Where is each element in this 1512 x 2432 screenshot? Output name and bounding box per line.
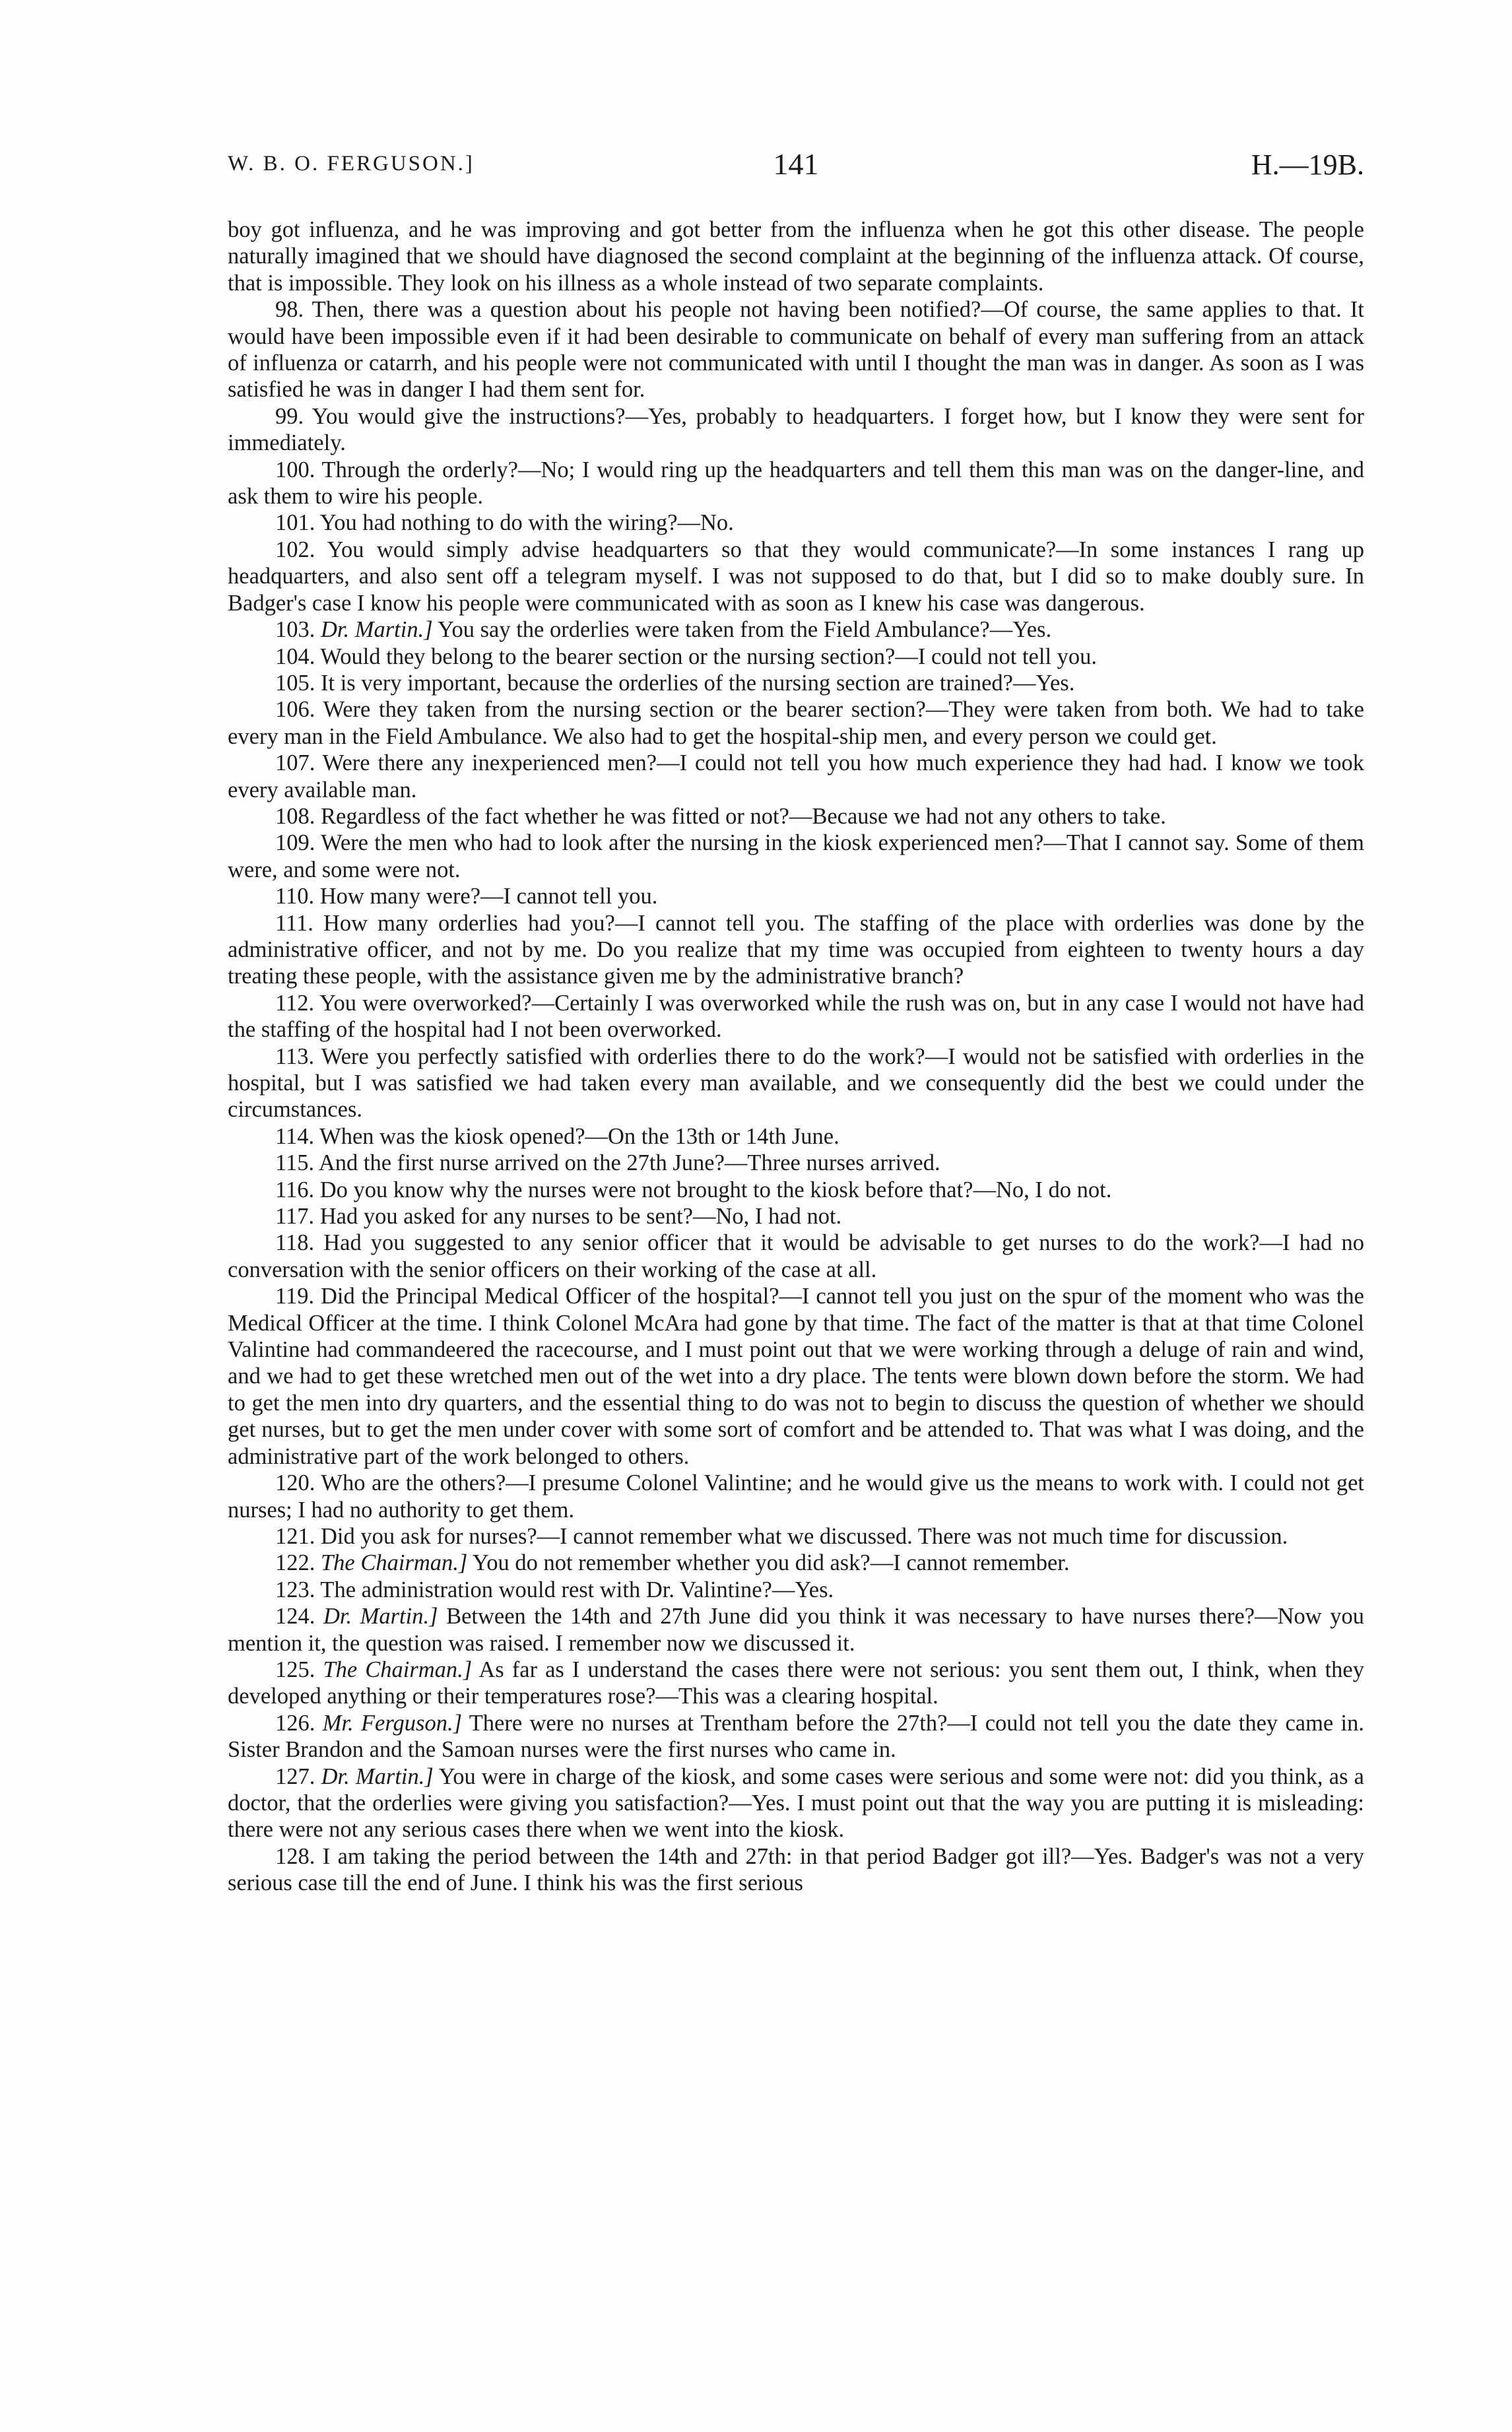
question-number: 100. [275, 457, 315, 482]
paragraph-text: Were they taken from the nursing section or the bearer section?—They were taken from both. We had to take every man in the Field Ambulance. We also had to get the hospital-ship men, and every person we could get. [228, 697, 1364, 749]
testimony-paragraph [228, 537, 1364, 616]
testimony-paragraph [228, 803, 1364, 830]
question-number: 111. [275, 910, 313, 936]
paragraph-text: You say the orderlies were taken from the Field Ambulance?—Yes. [438, 617, 1052, 643]
paragraph-text: Through the orderly?—No; I would ring up the headquarters and tell them this man was on the danger-line, and ask them to wire his people. [228, 457, 1364, 509]
paragraph-text: You do not remember whether you did ask?—I cannot remember. [472, 1550, 1070, 1576]
testimony-paragraph [228, 1710, 1364, 1763]
paragraph-text: As far as I understand the cases there were not serious: you sent them out, I think, when they developed anything or their temperatures rose?—This was a clearing hospital. [228, 1657, 1364, 1709]
question-number: 104. [275, 643, 315, 669]
paragraph-text: You would give the instructions?—Yes, probably to headquarters. I forget how, but I know they were sent for immediately. [228, 403, 1364, 456]
question-number: 98. [275, 297, 304, 323]
paragraph-text: Were you perfectly satisfied with orderlies there to do the work?—I would not be satisfied with orderlies in the hospital, but I was satisfied we had taken every man available, and we consequently did the best we could under the circumstances. [228, 1043, 1364, 1123]
paragraph-text: Would they belong to the bearer section or the nursing section?—I could not tell you. [320, 643, 1098, 669]
testimony-paragraph [228, 643, 1364, 670]
question-number: 115. [275, 1150, 315, 1176]
testimony-paragraph [228, 1523, 1364, 1550]
paragraph-text: You were overworked?—Certainly I was overworked while the rush was on, but in any case I would not have had the staffing of the hospital had I not been overworked. [228, 990, 1364, 1043]
paragraph-text: The administration would rest with Dr. Valintine?—Yes. [320, 1577, 834, 1602]
question-number: 106. [275, 697, 315, 723]
testimony-paragraph [228, 1763, 1364, 1843]
testimony-paragraph [228, 296, 1364, 403]
paragraph-text: And the first nurse arrived on the 27th June?—Three nurses arrived. [318, 1150, 940, 1176]
testimony-paragraph [228, 1470, 1364, 1523]
testimony-paragraph [228, 1843, 1364, 1897]
paragraph-text: Did you ask for nurses?—I cannot remember what we discussed. There was not much time for discussion. [321, 1523, 1288, 1549]
paragraph-text: Who are the others?—I presume Colonel Valintine; and he would give us the means to work with. I could not get nurses; I had no authority to get them. [228, 1470, 1364, 1523]
speaker-label: Dr. Martin.] [323, 1604, 438, 1629]
paragraph-text: How many orderlies had you?—I cannot tell you. The staffing of the place with orderlies was done by the administrative officer, and not by me. Do you realize that my time was occupied from eighteen to twenty hours a day treating these people, with the assistance given me by the administrative branch? [228, 910, 1365, 989]
question-number: 113. [275, 1043, 315, 1069]
speaker-label: The Chairman.] [321, 1550, 468, 1576]
testimony-paragraph [228, 883, 1364, 909]
testimony-paragraph [228, 1123, 1364, 1150]
paragraph-text: How many were?—I cannot tell you. [319, 884, 658, 909]
question-number: 109. [275, 830, 315, 856]
paragraph-text: Were there any inexperienced men?—I could not tell you how much experience they had had. I know we took every available man. [228, 750, 1364, 803]
body-text [228, 216, 1364, 1897]
question-number: 107. [275, 750, 315, 776]
testimony-paragraph [228, 990, 1364, 1043]
question-number: 124. [275, 1604, 315, 1629]
question-number: 112. [275, 990, 315, 1016]
question-number: 127. [275, 1763, 315, 1789]
testimony-paragraph [228, 1657, 1364, 1710]
testimony-paragraph [228, 216, 1364, 296]
paragraph-text: It is very important, because the orderlies of the nursing section are trained?—Yes. [321, 670, 1075, 696]
testimony-paragraph [228, 910, 1364, 990]
testimony-paragraph [228, 1043, 1364, 1123]
document-reference: H.—19B. [1251, 148, 1364, 181]
testimony-paragraph [228, 1203, 1364, 1230]
testimony-paragraph [228, 1550, 1364, 1576]
testimony-paragraph [228, 1230, 1364, 1283]
paragraph-text: Regardless of the fact whether he was fitted or not?—Because we had not any others to take. [321, 803, 1166, 829]
question-number: 117. [275, 1204, 315, 1230]
paragraph-text: You would simply advise headquarters so that they would communicate?—In some instances I rang up headquarters, and also sent off a telegram myself. I was not supposed to do that, but I did so to make doubly sure. In Badger's case I know his people were communicated with as soon as I knew his case was dangerous. [228, 537, 1364, 616]
testimony-paragraph [228, 670, 1364, 696]
question-number: 99. [275, 403, 304, 429]
testimony-paragraph [228, 1283, 1364, 1470]
speaker-label: The Chairman.] [323, 1657, 473, 1682]
testimony-paragraph [228, 403, 1364, 457]
testimony-paragraph [228, 1177, 1364, 1203]
question-number: 126. [275, 1710, 315, 1736]
question-number: 101. [275, 510, 315, 536]
question-number: 128. [275, 1843, 315, 1869]
paragraph-text: Were the men who had to look after the nursing in the kiosk experienced men?—That I cannot say. Some of them were, and some were not. [228, 830, 1364, 882]
testimony-paragraph [228, 1603, 1364, 1657]
question-number: 103. [275, 617, 315, 643]
question-number: 121. [275, 1523, 315, 1549]
testimony-paragraph [228, 750, 1364, 803]
paragraph-text: When was the kiosk opened?—On the 13th or 14th June. [319, 1123, 839, 1149]
question-number: 102. [275, 537, 315, 562]
paragraph-text: I am taking the period between the 14th and 27th: in that period Badger got ill?—Yes. Badger's was not a very serious case till the end of June. I think his was the first serious [228, 1843, 1364, 1896]
question-number: 116. [275, 1177, 315, 1202]
paragraph-text: There were no nurses at Trentham before the 27th?—I could not tell you the date they came in. Sister Brandon and the Samoan nurses were the first nurses who came in. [228, 1710, 1364, 1763]
question-number: 123. [275, 1577, 315, 1602]
question-number: 119. [275, 1284, 315, 1309]
question-number: 120. [275, 1470, 315, 1496]
page-number: 141 [773, 147, 819, 181]
running-header [228, 147, 1364, 193]
paragraph-text: Did the Principal Medical Officer of the hospital?—I cannot tell you just on the spur of the moment who was the Medical Officer at the time. I think Colonel McAra had gone by that time. The fact of the matter is that at that time Colonel Valintine had commandeered the racecourse, and I must point out that we were working through a deluge of rain and wind, and we had to get these wretched men out of the wet into a dry place. The tents were blown down before the storm. We had to get the men into dry quarters, and the essential thing to do was not to begin to discuss the question of whether we should get nurses, but to get the men under cover with some sort of comfort and be attended to. That was what I was doing, and the administrative part of the work belonged to others. [228, 1284, 1364, 1469]
paragraph-text: boy got influenza, and he was improving and got better from the influenza when he got this other disease. The people naturally imagined that we should have diagnosed the second complaint at the beginning of the influenza attack. Of course, that is impossible. They look on his illness as a whole instead of two separate complaints. [228, 217, 1364, 296]
paragraph-text: Then, there was a question about his people not having been notified?—Of course, the same applies to that. It would have been impossible even if it had been desirable to communicate on behalf of every man suffering from an attack of influenza or catarrh, and his people were not communicated with until I thought the man was in danger. As soon as I was satisfied he was in danger I had them sent for. [228, 297, 1364, 403]
question-number: 118. [275, 1230, 315, 1256]
question-number: 108. [275, 803, 315, 829]
question-number: 110. [275, 884, 315, 909]
paragraph-text: You were in charge of the kiosk, and some cases were serious and some were not: did you think, as a doctor, that the orderlies were giving you satisfaction?—Yes. I must point out that the way you are putting it is misleading: there were not any serious cases there when we went into the kiosk. [228, 1763, 1364, 1843]
speaker-label: Mr. Ferguson.] [322, 1710, 462, 1736]
testimony-paragraph [228, 696, 1364, 750]
testimony-paragraph [228, 1150, 1364, 1176]
header-witness-name: W. B. O. FERGUSON.] [228, 152, 475, 176]
speaker-label: Dr. Martin.] [321, 617, 433, 643]
testimony-paragraph [228, 616, 1364, 643]
testimony-paragraph [228, 457, 1364, 510]
paragraph-text: You had nothing to do with the wiring?—No. [319, 510, 734, 536]
paragraph-text: Between the 14th and 27th June did you think it was necessary to have nurses there?—Now you mention it, the question was raised. I remember now we discussed it. [228, 1604, 1365, 1656]
question-number: 105. [275, 670, 315, 696]
question-number: 114. [275, 1123, 315, 1149]
testimony-paragraph [228, 509, 1364, 536]
question-number: 125. [275, 1657, 315, 1682]
question-number: 122. [275, 1550, 315, 1576]
speaker-label: Dr. Martin.] [321, 1763, 434, 1789]
paragraph-text: Do you know why the nurses were not brought to the kiosk before that?—No, I do not. [319, 1177, 1112, 1202]
paragraph-text: Had you asked for any nurses to be sent?—No, I had not. [319, 1204, 842, 1230]
paragraph-text: Had you suggested to any senior officer that it would be advisable to get nurses to do the work?—I had no conversation with the senior officers on their working of the case at all. [228, 1230, 1364, 1282]
testimony-paragraph [228, 1577, 1364, 1603]
testimony-paragraph [228, 830, 1364, 883]
